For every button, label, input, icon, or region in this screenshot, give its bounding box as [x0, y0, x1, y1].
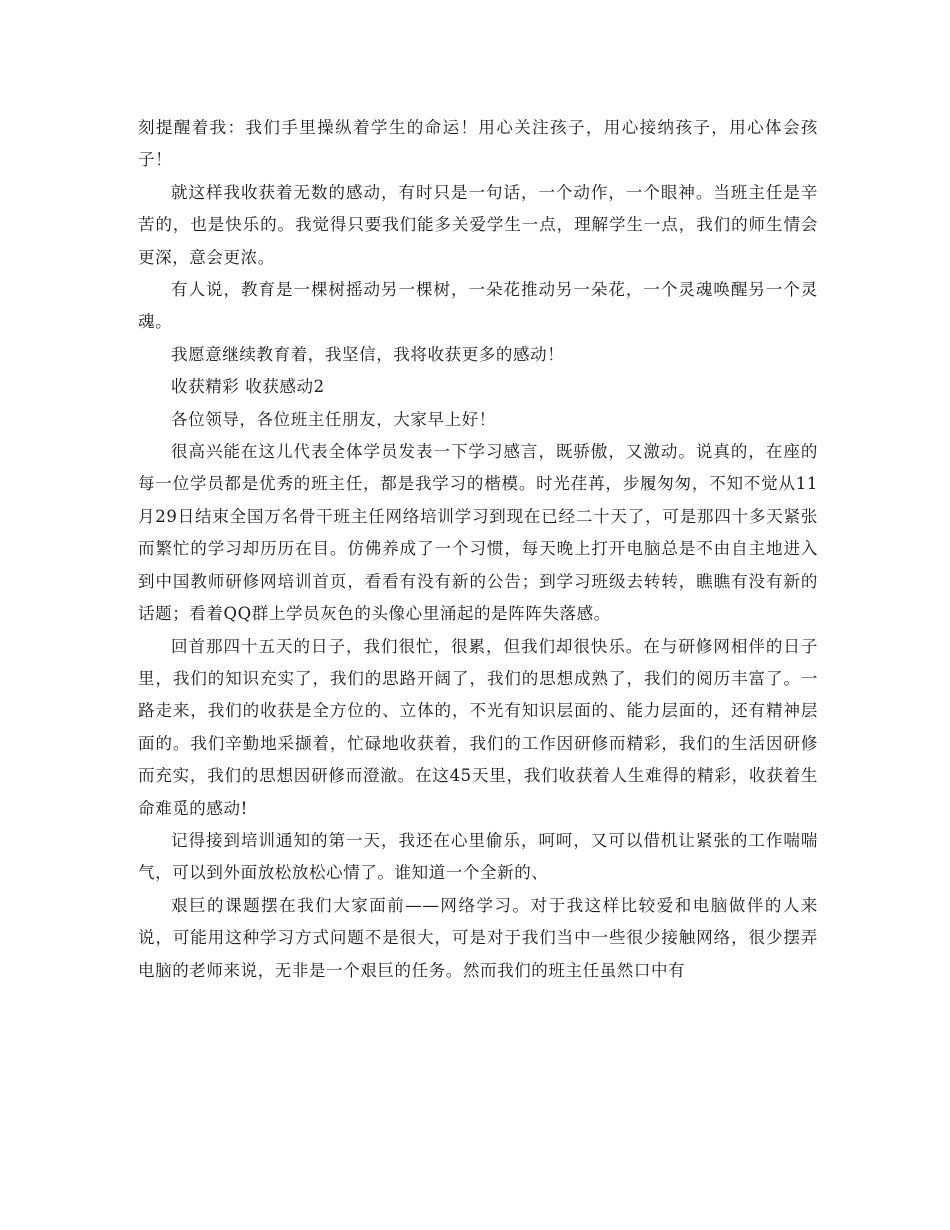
paragraph: 记得接到培训通知的第一天，我还在心里偷乐，呵呵，又可以借机让紧张的工作喘喘气，可以到外面放松放松心情了。谁知道一个全新的、 [138, 830, 818, 883]
paragraph: 刻提醒着我：我们手里操纵着学生的命运！用心关注孩子，用心接纳孩子，用心体会孩子！ [138, 118, 818, 170]
paragraph: 有人说，教育是一棵树摇动另一棵树，一朵花推动另一朵花，一个灵魂唤醒另一个灵魂。 [138, 280, 818, 332]
section-heading: 收获精彩 收获感动2 [171, 377, 325, 397]
paragraph: 艰巨的课题摆在我们大家面前——网络学习。对于我这样比较爱和电脑做伴的人来说，可能用这种学习方式问题不是很大，可是对于我们当中一些很少接触网络，很少摆弄电脑的老师来说，无非是一个艰巨的任务。然而我们的班主任虽然口中有 [138, 895, 818, 980]
document-body [138, 112, 818, 987]
paragraph: 就这样我收获着无数的感动，有时只是一句话，一个动作，一个眼神。当班主任是辛苦的，也是快乐的。我觉得只要我们能多关爱学生一点，理解学生一点，我们的师生情会更深，意会更浓。 [138, 182, 818, 267]
paragraph: 我愿意继续教育着，我坚信，我将收获更多的感动！ [171, 344, 565, 364]
paragraph: 回首那四十五天的日子，我们很忙，很累，但我们却很快乐。在与研修网相伴的日子里，我们的知识充实了，我们的思路开阔了，我们的思想成熟了，我们的阅历丰富了。一路走来，我们的收获是全方位的、立体的，不光有知识层面的、能力层面的，还有精神层面的。我们辛勤地采撷着，忙碌地收获着，我们的工作因研修而精彩，我们的生活因研修而充实，我们的思想因研修而澄澈。在这45天里，我们收获着人生难得的精彩，收获着生命难觅的感动! [138, 636, 818, 818]
paragraph: 各位领导，各位班主任朋友，大家早上好！ [171, 409, 496, 429]
paragraph: 很高兴能在这儿代表全体学员发表一下学习感言，既骄傲，又激动。说真的，在座的每一位学员都是优秀的班主任，都是我学习的楷模。时光荏苒，步履匆匆，不知不觉从11月29日结束全国万名骨干班主任网络培训学习到现在已经二十天了，可是那四十多天紧张而繁忙的学习却历历在目。仿佛养成了一个习惯，每天晚上打开电脑总是不由自主地进入到中国教师研修网培训首页，看看有没有新的公告；到学习班级去转转，瞧瞧有没有新的话题；看着QQ群上学员灰色的头像心里涌起的是阵阵失落感。 [138, 442, 818, 624]
